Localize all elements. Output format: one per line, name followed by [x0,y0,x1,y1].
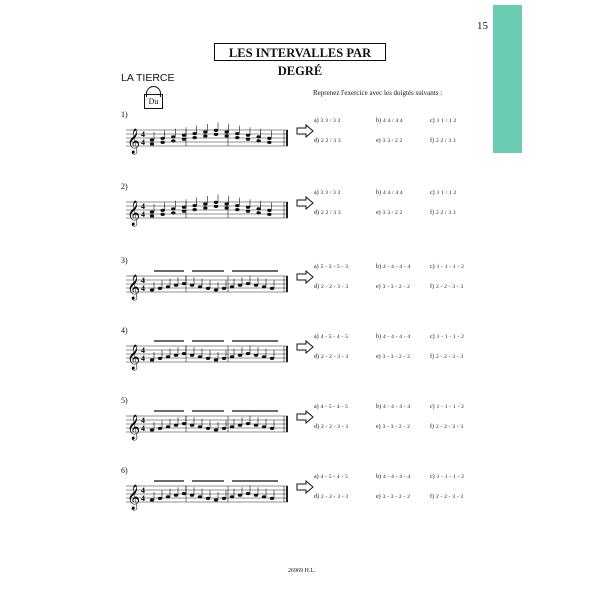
note-head [238,424,242,427]
fingering-value: 1 1 / 1 2 [436,118,457,124]
note-head [246,492,250,495]
fingering-value: 2 - 2 - 3 - 3 [436,354,464,360]
fingering-option [376,354,410,360]
fingering-label: d) [314,138,319,144]
note-head [267,137,271,140]
fingering-label: b) [376,264,381,270]
arrow-right-icon [296,480,314,494]
fingering-option [376,424,410,430]
note-head [150,428,154,431]
time-signature: 4 [141,416,145,425]
fingering-label: f) [430,354,434,360]
note-head [270,427,274,430]
treble-clef-icon: 𝄞 [127,415,141,440]
note-head [190,284,194,287]
note-head [190,494,194,497]
note-head [192,204,196,207]
fingering-label: a) [314,404,319,410]
fingering-label: c) [430,190,435,196]
time-signature: 4 [141,354,145,363]
fingering-label: b) [376,190,381,196]
note-head [214,129,218,132]
fingering-label: b) [376,404,381,410]
arrow-right-icon [296,196,314,210]
note-head [235,204,239,207]
fingering-option [430,210,456,216]
fingering-options [314,466,494,526]
fingering-option [376,138,403,144]
fingering-value: 4 - 4 - 4 - 4 [383,334,411,340]
note-head [198,425,202,428]
music-staff [126,406,296,446]
fingering-option [314,190,341,196]
fingering-value: 1 - 1 - 1 - 2 [436,474,465,480]
exercise-5 [118,396,498,456]
note-head [206,287,210,290]
note-head [182,422,186,425]
note-head [166,425,170,428]
fingering-label: c) [430,118,435,124]
note-head [158,357,162,360]
fingering-label: b) [376,334,381,340]
fingering-option [430,404,464,410]
note-head [198,285,202,288]
note-head [158,287,162,290]
exercise-number: 6) [121,466,128,475]
fingering-value: 1 - 1 - 1 - 2 [436,334,465,340]
note-head [150,214,154,217]
fingering-value: 3 3 / 2 2 [382,210,403,216]
note-head [214,498,218,501]
fingering-options [314,396,494,456]
fingering-value: 2 - 2 - 3 - 3 [321,424,349,430]
note-head [174,284,178,287]
note-head [190,354,194,357]
treble-clef-icon: 𝄞 [127,485,141,510]
fingering-option [314,494,348,500]
fingering-option [314,284,348,290]
fingering-value: 2 2 / 3 3 [321,138,341,144]
note-head [230,285,234,288]
fingering-option [376,474,410,480]
fingering-options [314,182,494,242]
time-signature: 4 [141,424,145,433]
fingering-option [430,264,464,270]
treble-clef-icon: 𝄞 [127,275,141,300]
fingering-value: 4 - 4 - 4 - 4 [383,404,411,410]
note-head [246,352,250,355]
note-head [270,287,274,290]
fingering-value: 4 - 5 - 4 - 5 [320,474,349,480]
note-head [238,494,242,497]
note-head [262,425,266,428]
fingering-option [376,264,410,270]
note-head [256,211,260,214]
note-head [230,495,234,498]
note-head [256,135,260,138]
note-head [182,138,186,141]
fingering-option [376,334,410,340]
fingering-option [314,138,341,144]
fingering-option [430,138,456,144]
note-head [224,130,228,133]
note-head [238,354,242,357]
note-head [166,355,170,358]
note-head [174,494,178,497]
note-head [182,352,186,355]
note-head [224,206,228,209]
note-head [203,134,207,137]
note-head [182,134,186,137]
note-head [230,425,234,428]
fingering-value: 2 - 2 - 3 - 3 [436,494,464,500]
note-head [235,208,239,211]
fingering-value: 3 - 3 - 2 - 2 [382,494,411,500]
fingering-label: e) [376,494,381,500]
du-box: Du [144,94,163,109]
fingering-option [376,494,410,500]
fingering-label: a) [314,190,319,196]
note-head [222,287,226,290]
fingering-value: 2 2 / 3 3 [321,210,341,216]
exercise-3 [118,256,498,316]
fingering-value: 4 - 4 - 4 - 4 [383,264,411,270]
exercise-number: 2) [121,182,128,191]
fingering-value: 3 3 / 2 2 [382,138,403,144]
fingering-label: d) [314,354,319,360]
time-signature: 4 [141,494,145,503]
fingering-label: e) [376,138,381,144]
fingering-label: f) [430,284,434,290]
fingering-label: f) [430,138,434,144]
time-signature: 4 [141,346,145,355]
note-head [203,130,207,133]
note-head [214,428,218,431]
fingering-label: d) [314,284,319,290]
note-head [171,135,175,138]
fingering-value: 1 1 / 1 2 [436,190,457,196]
note-head [246,206,250,209]
note-head [198,355,202,358]
fingering-label: a) [314,264,319,270]
note-head [224,202,228,205]
time-signature: 4 [141,138,145,147]
note-head [270,357,274,360]
exercise-number: 5) [121,396,128,405]
note-head [214,288,218,291]
note-head [254,424,258,427]
note-head [158,427,162,430]
fingering-option [314,354,348,360]
fingering-option [314,264,348,270]
fingering-option [430,474,464,480]
note-head [206,497,210,500]
note-head [150,138,154,141]
fingering-option [430,190,457,196]
fingering-label: a) [314,474,319,480]
fingering-label: e) [376,284,381,290]
fingering-option [376,210,403,216]
arrow-right-icon [296,270,314,284]
note-head [150,288,154,291]
fingering-label: d) [314,210,319,216]
instruction-text: Reprenez l'exercice avec les doigtés suivants : [313,89,443,97]
fingering-option [314,118,341,124]
note-head [238,284,242,287]
fingering-option [430,424,463,430]
note-head [166,495,170,498]
fingering-option [314,334,348,340]
page-number: 15 [477,20,488,32]
exercise-1 [118,110,498,170]
note-head [235,136,239,139]
note-head [182,282,186,285]
music-staff [126,266,296,306]
exercise-number: 1) [121,110,128,119]
note-head [174,424,178,427]
note-head [158,497,162,500]
fingering-option [430,334,464,340]
time-signature: 4 [141,486,145,495]
note-head [160,209,164,212]
arrow-right-icon [296,410,314,424]
note-head [174,354,178,357]
note-head [192,132,196,135]
time-signature: 4 [141,276,145,285]
fingering-option [430,494,463,500]
note-head [254,354,258,357]
note-head [203,206,207,209]
note-head [150,142,154,145]
fingering-value: 1 - 1 - 1 - 2 [436,264,465,270]
note-head [270,497,274,500]
arrow-right-icon [296,124,314,138]
fingering-option [376,190,403,196]
fingering-label: d) [314,424,319,430]
note-head [230,355,234,358]
fingering-label: f) [430,494,434,500]
note-head [214,358,218,361]
note-head [160,137,164,140]
fingering-value: 4 4 / 4 4 [383,118,403,124]
fingering-value: 4 4 / 4 4 [383,190,403,196]
exercise-4 [118,326,498,386]
section-heading: LA TIERCE [121,72,175,84]
fingering-label: a) [314,118,319,124]
fingering-value: 4 - 4 - 4 - 4 [383,474,411,480]
fingering-option [314,474,348,480]
fingering-value: 2 2 / 3 3 [436,210,456,216]
fingering-option [376,284,410,290]
time-signature: 4 [141,202,145,211]
note-head [182,492,186,495]
fingering-label: b) [376,118,381,124]
note-head [246,210,250,213]
note-head [262,355,266,358]
note-head [246,134,250,137]
fingering-value: 3 - 3 - 2 - 2 [382,354,411,360]
note-head [222,427,226,430]
note-head [171,207,175,210]
note-head [171,139,175,142]
fingering-label: c) [430,334,435,340]
fingering-option [314,404,348,410]
fingering-label: d) [314,494,319,500]
note-head [224,134,228,137]
note-head [160,213,164,216]
note-head [190,424,194,427]
note-head [182,206,186,209]
note-head [182,210,186,213]
time-signature: 4 [141,130,145,139]
fingering-value: 2 - 2 - 3 - 3 [321,284,349,290]
music-staff [126,476,296,516]
footer-code: 26969 H.L. [288,568,316,574]
music-staff [126,192,296,232]
fingering-option [376,404,410,410]
fingering-value: 2 - 2 - 3 - 3 [436,284,464,290]
note-head [192,136,196,139]
note-head [254,284,258,287]
fingering-option [314,210,341,216]
treble-clef-icon: 𝄞 [127,345,141,370]
fingering-options [314,256,494,316]
fingering-option [430,284,463,290]
note-head [246,282,250,285]
fingering-value: 2 2 / 3 3 [436,138,456,144]
note-head [150,210,154,213]
fingering-label: f) [430,210,434,216]
fingering-label: c) [430,404,435,410]
fingering-value: 3 3 / 3 3 [320,190,341,196]
fingering-value: 3 3 / 3 3 [320,118,341,124]
note-head [198,495,202,498]
exercise-6 [118,466,498,526]
fingering-value: 1 - 1 - 1 - 2 [436,404,465,410]
note-head [150,358,154,361]
note-head [206,427,210,430]
exercise-number: 3) [121,256,128,265]
note-head [262,285,266,288]
fingering-value: 4 - 5 - 4 - 5 [320,404,349,410]
note-head [267,213,271,216]
fingering-value: 5 - 3 - 5 - 3 [320,264,349,270]
note-head [222,497,226,500]
fingering-option [314,424,348,430]
fingering-label: b) [376,474,381,480]
exercise-2 [118,182,498,242]
exercise-number: 4) [121,326,128,335]
note-head [246,422,250,425]
time-signature: 4 [141,284,145,293]
treble-clef-icon: 𝄞 [127,129,141,154]
fingering-options [314,110,494,170]
note-head [235,132,239,135]
fingering-option [430,118,457,124]
fingering-label: e) [376,210,381,216]
music-staff [126,336,296,376]
fingering-label: c) [430,474,435,480]
note-head [166,285,170,288]
fingering-value: 2 - 2 - 3 - 3 [321,354,349,360]
note-head [246,138,250,141]
note-head [160,141,164,144]
fingering-value: 2 - 2 - 3 - 3 [321,494,349,500]
note-head [206,357,210,360]
page-title: LES INTERVALLES PAR DEGRÉ [214,43,386,61]
note-head [150,498,154,501]
fingering-value: 4 - 5 - 4 - 5 [320,334,349,340]
fingering-option [376,118,403,124]
music-staff [126,120,296,160]
time-signature: 4 [141,210,145,219]
fingering-value: 3 - 3 - 2 - 2 [382,284,411,290]
fingering-label: f) [430,424,434,430]
note-head [256,139,260,142]
note-head [222,357,226,360]
note-head [203,202,207,205]
note-head [214,205,218,208]
fingering-label: e) [376,424,381,430]
note-head [254,494,258,497]
note-head [267,209,271,212]
note-head [171,211,175,214]
fingering-option [430,354,463,360]
fingering-label: c) [430,264,435,270]
fingering-value: 3 - 3 - 2 - 2 [382,424,411,430]
note-head [262,495,266,498]
fingering-value: 2 - 2 - 3 - 3 [436,424,464,430]
note-head [192,208,196,211]
note-head [214,133,218,136]
fingering-options [314,326,494,386]
fingering-label: a) [314,334,319,340]
note-head [256,207,260,210]
note-head [214,201,218,204]
note-head [267,141,271,144]
treble-clef-icon: 𝄞 [127,201,141,226]
arrow-right-icon [296,340,314,354]
fingering-label: e) [376,354,381,360]
